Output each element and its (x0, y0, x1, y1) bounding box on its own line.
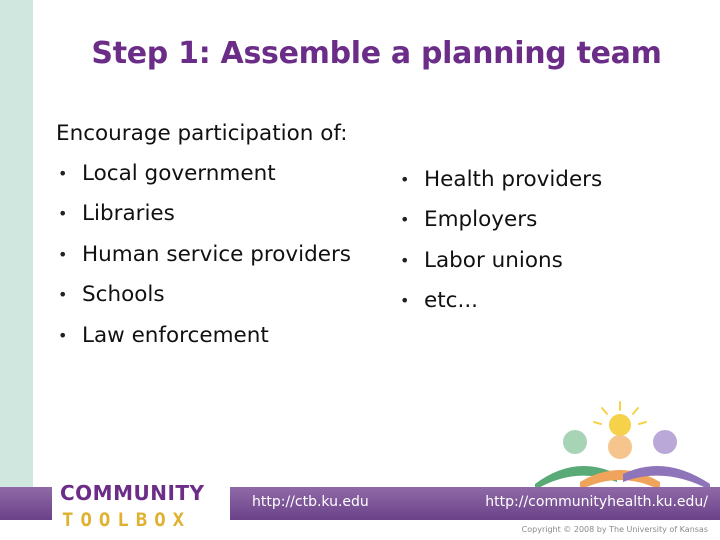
bullet-icon: • (58, 285, 68, 305)
bullet-icon: • (400, 170, 410, 189)
bullet-icon: • (400, 210, 410, 230)
logo-line-toolbox: TOOLBOX (62, 509, 192, 531)
slide-title: Step 1: Assemble a planning team (91, 36, 662, 71)
list-item: • Employers (398, 200, 602, 240)
bullet-icon: • (58, 325, 68, 345)
copyright-text: Copyright © 2008 by The University of Kansas (521, 525, 708, 534)
list-item: • Local government (56, 154, 351, 194)
bullet-list-right (398, 160, 602, 322)
community-people-logo-icon (525, 400, 720, 492)
bullet-list-left (56, 154, 351, 356)
logo-line-community: COMMUNITY (60, 481, 205, 505)
list-item: • Law enforcement (56, 316, 351, 356)
list-item: • etc... (398, 281, 602, 321)
left-accent-strip (0, 0, 33, 487)
bullet-icon: • (58, 164, 68, 183)
sun-icon (594, 402, 646, 436)
communityhealth-url-link[interactable]: http://communityhealth.ku.edu/ (485, 494, 708, 510)
community-tool-box-logo (52, 478, 230, 536)
bullet-icon: • (58, 204, 68, 224)
bullet-icon: • (400, 250, 410, 270)
intro-text: Encourage participation of: (56, 121, 348, 146)
list-item: • Labor unions (398, 241, 602, 281)
list-item: • Human service providers (56, 235, 351, 275)
list-item: • Health providers (398, 160, 602, 200)
bullet-icon: • (58, 244, 68, 264)
bullet-icon: • (400, 291, 410, 311)
list-item: • Libraries (56, 194, 351, 234)
ctb-url-link[interactable]: http://ctb.ku.edu (252, 494, 369, 510)
list-item: • Schools (56, 275, 351, 315)
